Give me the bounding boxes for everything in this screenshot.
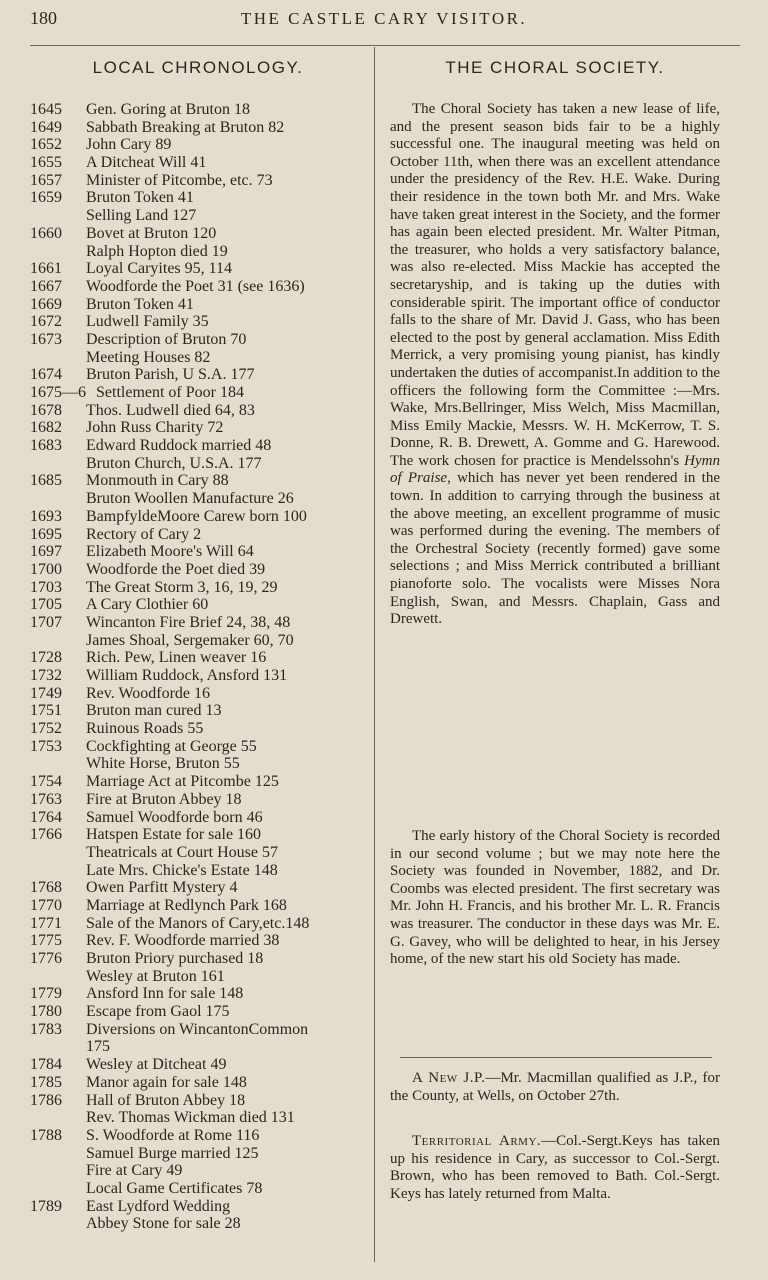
chronology-entry bbox=[30, 278, 366, 296]
entry-year: 1751 bbox=[30, 702, 62, 720]
chronology-entry bbox=[30, 862, 366, 880]
entry-text: Elizabeth Moore's Will 64 bbox=[86, 543, 254, 561]
entry-text: Sale of the Manors of Cary,etc.148 bbox=[86, 914, 310, 932]
entry-text: Wincanton Fire Brief 24, 38, 48 bbox=[86, 613, 291, 631]
chronology-entry bbox=[30, 419, 366, 437]
entry-year: 1752 bbox=[30, 720, 62, 738]
chronology-entry bbox=[30, 791, 366, 809]
chronology-entry bbox=[30, 455, 366, 473]
entry-text: Edward Ruddock married 48 bbox=[86, 437, 272, 455]
note-new-jp-heading: A New J.P. bbox=[412, 1070, 486, 1086]
entry-year: 1700 bbox=[30, 560, 62, 578]
entry-year: 1749 bbox=[30, 684, 62, 702]
chronology-entry bbox=[30, 1198, 366, 1216]
chronology-entry bbox=[30, 526, 366, 544]
entry-year: 1669 bbox=[30, 295, 62, 313]
entry-year: 1768 bbox=[30, 879, 62, 897]
header-rule bbox=[30, 45, 740, 46]
entry-text: Meeting Houses 82 bbox=[86, 348, 211, 366]
chronology-entry bbox=[30, 1003, 366, 1021]
entry-text: Description of Bruton 70 bbox=[86, 330, 247, 348]
entry-text: Local Game Certificates 78 bbox=[86, 1179, 263, 1197]
entry-year: 1776 bbox=[30, 950, 62, 967]
entry-text: Hatspen Estate for sale 160 bbox=[86, 826, 262, 844]
entry-year: 1649 bbox=[30, 118, 62, 136]
entry-year: 1697 bbox=[30, 543, 62, 561]
entry-year: 1672 bbox=[30, 313, 62, 331]
chronology-entry bbox=[30, 472, 366, 490]
entry-year: 1766 bbox=[30, 826, 62, 844]
entry-text: Rectory of Cary 2 bbox=[86, 525, 202, 543]
chronology-entry bbox=[30, 1109, 366, 1127]
chronology-entry bbox=[30, 720, 366, 738]
entry-year: 1786 bbox=[30, 1091, 62, 1109]
entry-text: Bruton Token 41 bbox=[86, 295, 194, 313]
entry-text: Ludwell Family 35 bbox=[86, 313, 209, 331]
entry-text: Settlement of Poor 184 bbox=[96, 384, 244, 401]
entry-year: 1703 bbox=[30, 578, 62, 596]
chronology-entry bbox=[30, 437, 366, 455]
chronology-entry bbox=[30, 897, 366, 915]
entry-year: 1682 bbox=[30, 419, 62, 437]
entry-year: 1674 bbox=[30, 366, 62, 384]
chronology-entry bbox=[30, 809, 366, 827]
entry-year: 1763 bbox=[30, 790, 62, 808]
chronology-entry bbox=[30, 296, 366, 314]
entry-text: Thos. Ludwell died 64, 83 bbox=[86, 401, 255, 419]
chronology-entry bbox=[30, 1180, 366, 1198]
chronology-entry bbox=[30, 331, 366, 349]
chronology-entry bbox=[30, 260, 366, 278]
chronology-entry bbox=[30, 579, 366, 597]
entry-text: John Cary 89 bbox=[86, 136, 172, 154]
entry-text: Abbey Stone for sale 28 bbox=[86, 1215, 241, 1233]
entry-text: Escape from Gaol 175 bbox=[86, 1003, 230, 1021]
note-new-jp-text: —Mr. Macmillan qualified as J.P., for the County, at Wells, on October 27th. bbox=[390, 1070, 720, 1104]
entry-text: The Great Storm 3, 16, 19, 29 bbox=[86, 578, 278, 596]
note-territorial-army-heading: Territorial Army. bbox=[412, 1133, 542, 1149]
entry-text: Rev. Woodforde 16 bbox=[86, 684, 211, 702]
entry-year: 1764 bbox=[30, 808, 62, 826]
chronology-entry bbox=[30, 119, 366, 137]
page-header bbox=[0, 8, 768, 32]
entry-text: James Shoal, Sergemaker 60, 70 bbox=[86, 631, 294, 649]
chronology-entry bbox=[30, 101, 366, 119]
entry-year: 1660 bbox=[30, 224, 62, 242]
entry-text: Hall of Bruton Abbey 18 bbox=[86, 1091, 246, 1109]
entry-text: BampfyldeMoore Carew born 100 bbox=[86, 507, 307, 525]
entry-text: Bruton Woollen Manufacture 26 bbox=[86, 490, 294, 508]
local-chronology-title: LOCAL CHRONOLOGY. bbox=[92, 58, 304, 77]
chronology-entry bbox=[30, 879, 366, 897]
entry-text: William Ruddock, Ansford 131 bbox=[86, 667, 288, 684]
choral-paragraph-1 bbox=[390, 101, 720, 629]
entry-year: 1707 bbox=[30, 613, 62, 631]
column-divider bbox=[374, 47, 375, 1262]
chronology-entry bbox=[30, 738, 366, 756]
chronology-entry bbox=[30, 207, 366, 225]
entry-text: Samuel Burge married 125 bbox=[86, 1144, 259, 1162]
chronology-entry bbox=[30, 950, 366, 968]
entry-year: 1783 bbox=[30, 1020, 62, 1038]
entry-text: Bovet at Bruton 120 bbox=[86, 224, 217, 242]
entry-text: Woodforde the Poet died 39 bbox=[86, 560, 266, 578]
entry-text: 175 bbox=[86, 1038, 110, 1056]
chronology-entry bbox=[30, 1021, 366, 1039]
chronology-entry bbox=[30, 154, 366, 172]
entry-year: 1645 bbox=[30, 101, 62, 118]
chronology-entry bbox=[30, 1162, 366, 1180]
entry-text: Sabbath Breaking at Bruton 82 bbox=[86, 118, 285, 136]
chronology-entry bbox=[30, 313, 366, 331]
chronology-entry bbox=[30, 985, 366, 1003]
entry-year: 1754 bbox=[30, 773, 62, 791]
entry-year: 1673 bbox=[30, 330, 62, 348]
chronology-entry bbox=[30, 349, 366, 367]
entry-year: 1788 bbox=[30, 1126, 62, 1144]
entry-year: 1667 bbox=[30, 277, 62, 295]
entry-year: 1657 bbox=[30, 171, 62, 189]
entry-text: Bruton Church, U.S.A. 177 bbox=[86, 454, 262, 472]
chronology-entry bbox=[30, 402, 366, 420]
chronology-entry bbox=[30, 932, 366, 950]
entry-text: Gen. Goring at Bruton 18 bbox=[86, 101, 250, 118]
chronology-entry bbox=[30, 189, 366, 207]
chronology-entry bbox=[30, 1145, 366, 1163]
entry-text: A Ditcheat Will 41 bbox=[86, 154, 207, 172]
entry-text: John Russ Charity 72 bbox=[86, 419, 224, 437]
entry-text: Rich. Pew, Linen weaver 16 bbox=[86, 649, 267, 667]
entry-text: A Cary Clothier 60 bbox=[86, 596, 209, 614]
entry-year: 1785 bbox=[30, 1073, 62, 1091]
chronology-entry bbox=[30, 136, 366, 154]
entry-text: Wesley at Bruton 161 bbox=[86, 967, 225, 985]
entry-text: Loyal Caryites 95, 114 bbox=[86, 260, 233, 278]
entry-text: Marriage Act at Pitcombe 125 bbox=[86, 773, 279, 791]
entry-text: Cockfighting at George 55 bbox=[86, 737, 257, 755]
entry-year: 1780 bbox=[30, 1003, 62, 1021]
entry-year: 1771 bbox=[30, 914, 62, 932]
entry-text: Ralph Hopton died 19 bbox=[86, 242, 228, 260]
entry-year: 1779 bbox=[30, 985, 62, 1003]
entry-text: Owen Parfitt Mystery 4 bbox=[86, 879, 238, 897]
left-column bbox=[30, 55, 366, 1233]
entry-year: 1693 bbox=[30, 507, 62, 525]
entry-text: Minister of Pitcombe, etc. 73 bbox=[86, 171, 273, 189]
entry-year: 1685 bbox=[30, 472, 62, 490]
chronology-entry bbox=[30, 826, 366, 844]
entry-text: White Horse, Bruton 55 bbox=[86, 755, 240, 773]
entry-year: 1683 bbox=[30, 437, 62, 455]
chronology-entry bbox=[30, 596, 366, 614]
entry-text: Diversions on WincantonCommon bbox=[86, 1020, 309, 1038]
note-territorial-army bbox=[390, 1133, 720, 1203]
right-column bbox=[390, 55, 720, 1202]
chronology-entry bbox=[30, 1092, 366, 1110]
chronology-entry bbox=[30, 844, 366, 862]
chronology-entry bbox=[30, 543, 366, 561]
entry-year: 1770 bbox=[30, 896, 62, 914]
entry-year: 1732 bbox=[30, 667, 62, 684]
chronology-entry bbox=[30, 366, 366, 384]
entry-year: 1675—6 bbox=[30, 384, 86, 401]
chronology-entry bbox=[30, 1038, 366, 1056]
entry-year: 1652 bbox=[30, 136, 62, 154]
entry-text: Rev. Thomas Wickman died 131 bbox=[86, 1109, 295, 1127]
entry-text: Late Mrs. Chicke's Estate 148 bbox=[86, 861, 278, 879]
chronology-entry bbox=[30, 490, 366, 508]
chronology-entry bbox=[30, 384, 366, 402]
entry-year: 1789 bbox=[30, 1197, 62, 1215]
entry-text: East Lydford Wedding bbox=[86, 1197, 231, 1215]
chronology-entry bbox=[30, 1074, 366, 1092]
choral-paragraph-1-part-b: , which has never yet been rendered in the town. In addition to carrying through the business at the above meeting, an excellent programme of music was performed during the evening. The members of the Orchestral Society (recently formed) gave some selections ; and Miss Merrick contributed a brilliant pianoforte solo. The vocalists were Misses Nora English, Swan, and Messrs. Chaplain, Gass and Drewett. bbox=[390, 470, 720, 628]
chronology-entry bbox=[30, 667, 366, 685]
chronology-entry bbox=[30, 702, 366, 720]
choral-paragraph-2: The early history of the Choral Society is recorded in our second volume ; but we may note here the Society was founded in November, 1882, and Dr. Coombs was elected president. The first secretary was Mr. John H. Francis, and his brother Mr. L. R. Francis was treasurer. The conductor in these days was Mr. E. G. Gavey, who will be delighted to hear, in his Jersey home, of the new start his old Society has made. bbox=[390, 828, 720, 968]
chronology-entry bbox=[30, 1215, 366, 1233]
entry-text: Marriage at Redlynch Park 168 bbox=[86, 896, 287, 914]
entry-text: Manor again for sale 148 bbox=[86, 1073, 247, 1091]
page-number: 180 bbox=[30, 8, 57, 28]
entry-text: Bruton Parish, U S.A. 177 bbox=[86, 366, 255, 384]
chronology-entry bbox=[30, 685, 366, 703]
hymn-title: Hymn of Praise bbox=[390, 452, 720, 487]
note-new-jp bbox=[390, 1070, 720, 1105]
chronology-entry bbox=[30, 225, 366, 243]
entry-year: 1678 bbox=[30, 401, 62, 419]
chronology-entry bbox=[30, 561, 366, 579]
entry-text: Rev. F. Woodforde married 38 bbox=[86, 932, 280, 950]
entry-text: Fire at Cary 49 bbox=[86, 1162, 183, 1180]
entry-text: Monmouth in Cary 88 bbox=[86, 472, 229, 490]
note-territorial-army-text: —Col.-Sergt.Keys has taken up his residence in Cary, as successor to Col.-Sergt. Brown, who has been removed to Bath. Col.-Sergt. Keys has lately returned from Malta. bbox=[390, 1133, 720, 1202]
entry-year: 1655 bbox=[30, 154, 62, 172]
entry-year: 1775 bbox=[30, 932, 62, 950]
entry-year: 1695 bbox=[30, 525, 62, 543]
entry-text: Samuel Woodforde born 46 bbox=[86, 808, 263, 826]
entry-text: Ansford Inn for sale 148 bbox=[86, 985, 244, 1003]
entry-text: Ruinous Roads 55 bbox=[86, 720, 204, 738]
chronology-entry bbox=[30, 172, 366, 190]
chronology-entry bbox=[30, 632, 366, 650]
chronology-entry bbox=[30, 968, 366, 986]
entry-year: 1753 bbox=[30, 737, 62, 755]
chronology-entry bbox=[30, 508, 366, 526]
section-rule bbox=[400, 1057, 712, 1058]
entry-text: Woodforde the Poet 31 (see 1636) bbox=[86, 277, 305, 295]
chronology-entry bbox=[30, 915, 366, 933]
running-title: THE CASTLE CARY VISITOR. bbox=[240, 9, 528, 28]
entry-year: 1661 bbox=[30, 260, 62, 278]
entry-text: Theatricals at Court House 57 bbox=[86, 843, 278, 861]
chronology-entry bbox=[30, 649, 366, 667]
entry-text: S. Woodforde at Rome 116 bbox=[86, 1126, 260, 1144]
entry-year: 1659 bbox=[30, 189, 62, 207]
chronology-entry bbox=[30, 614, 366, 632]
entry-year: 1784 bbox=[30, 1056, 62, 1074]
chronology-entry bbox=[30, 755, 366, 773]
chronology-entry bbox=[30, 1056, 366, 1074]
chronology-entry bbox=[30, 773, 366, 791]
entry-year: 1728 bbox=[30, 649, 62, 667]
entry-text: Bruton man cured 13 bbox=[86, 702, 222, 720]
entry-text: Selling Land 127 bbox=[86, 207, 197, 225]
choral-paragraph-1-part-a: The Choral Society has taken a new lease of life, and the present season bids fair to be a highly successful one. The inaugural meeting was held on October 11th, when there was an excellent attendance under the presidency of the Rev. H.E. Wake. During their residence in the town both Mr. and Mrs. Wake have taken great interest in the Society, and the former has again been elected president. Mr. Walter Pitman, the treasurer, who holds a very satisfactory balance, was also re-elected. Miss Mackie has accepted the secretaryship, and is taking up the duties with considerable spirit. The important office of conductor falls to the share of Mr. David J. Gass, who has been elected to the post by general acclamation. Miss Edith Merrick, a very promising young pianist, has kindly undertaken the duties of accompanist.In addition to the officers the following form the Committee :—Mrs. Wake, Mrs.Bellringer, Miss Welch, Miss Macmillan, Miss Emily Mackie, Messrs. W. H. McKerrow, T. S. Donne, R. B. Drewett, A. Gomme and G. Harewood. The work chosen for practice is Mendelssohn's bbox=[390, 101, 720, 469]
entry-year: 1705 bbox=[30, 596, 62, 614]
entry-text: Fire at Bruton Abbey 18 bbox=[86, 790, 242, 808]
chronology-list bbox=[30, 101, 366, 1233]
choral-society-title: THE CHORAL SOCIETY. bbox=[445, 58, 665, 77]
chronology-entry bbox=[30, 1127, 366, 1145]
entry-text: Wesley at Ditcheat 49 bbox=[86, 1056, 227, 1074]
entry-text: Bruton Priory purchased 18 bbox=[86, 950, 264, 967]
entry-text: Bruton Token 41 bbox=[86, 189, 194, 207]
chronology-entry bbox=[30, 243, 366, 261]
